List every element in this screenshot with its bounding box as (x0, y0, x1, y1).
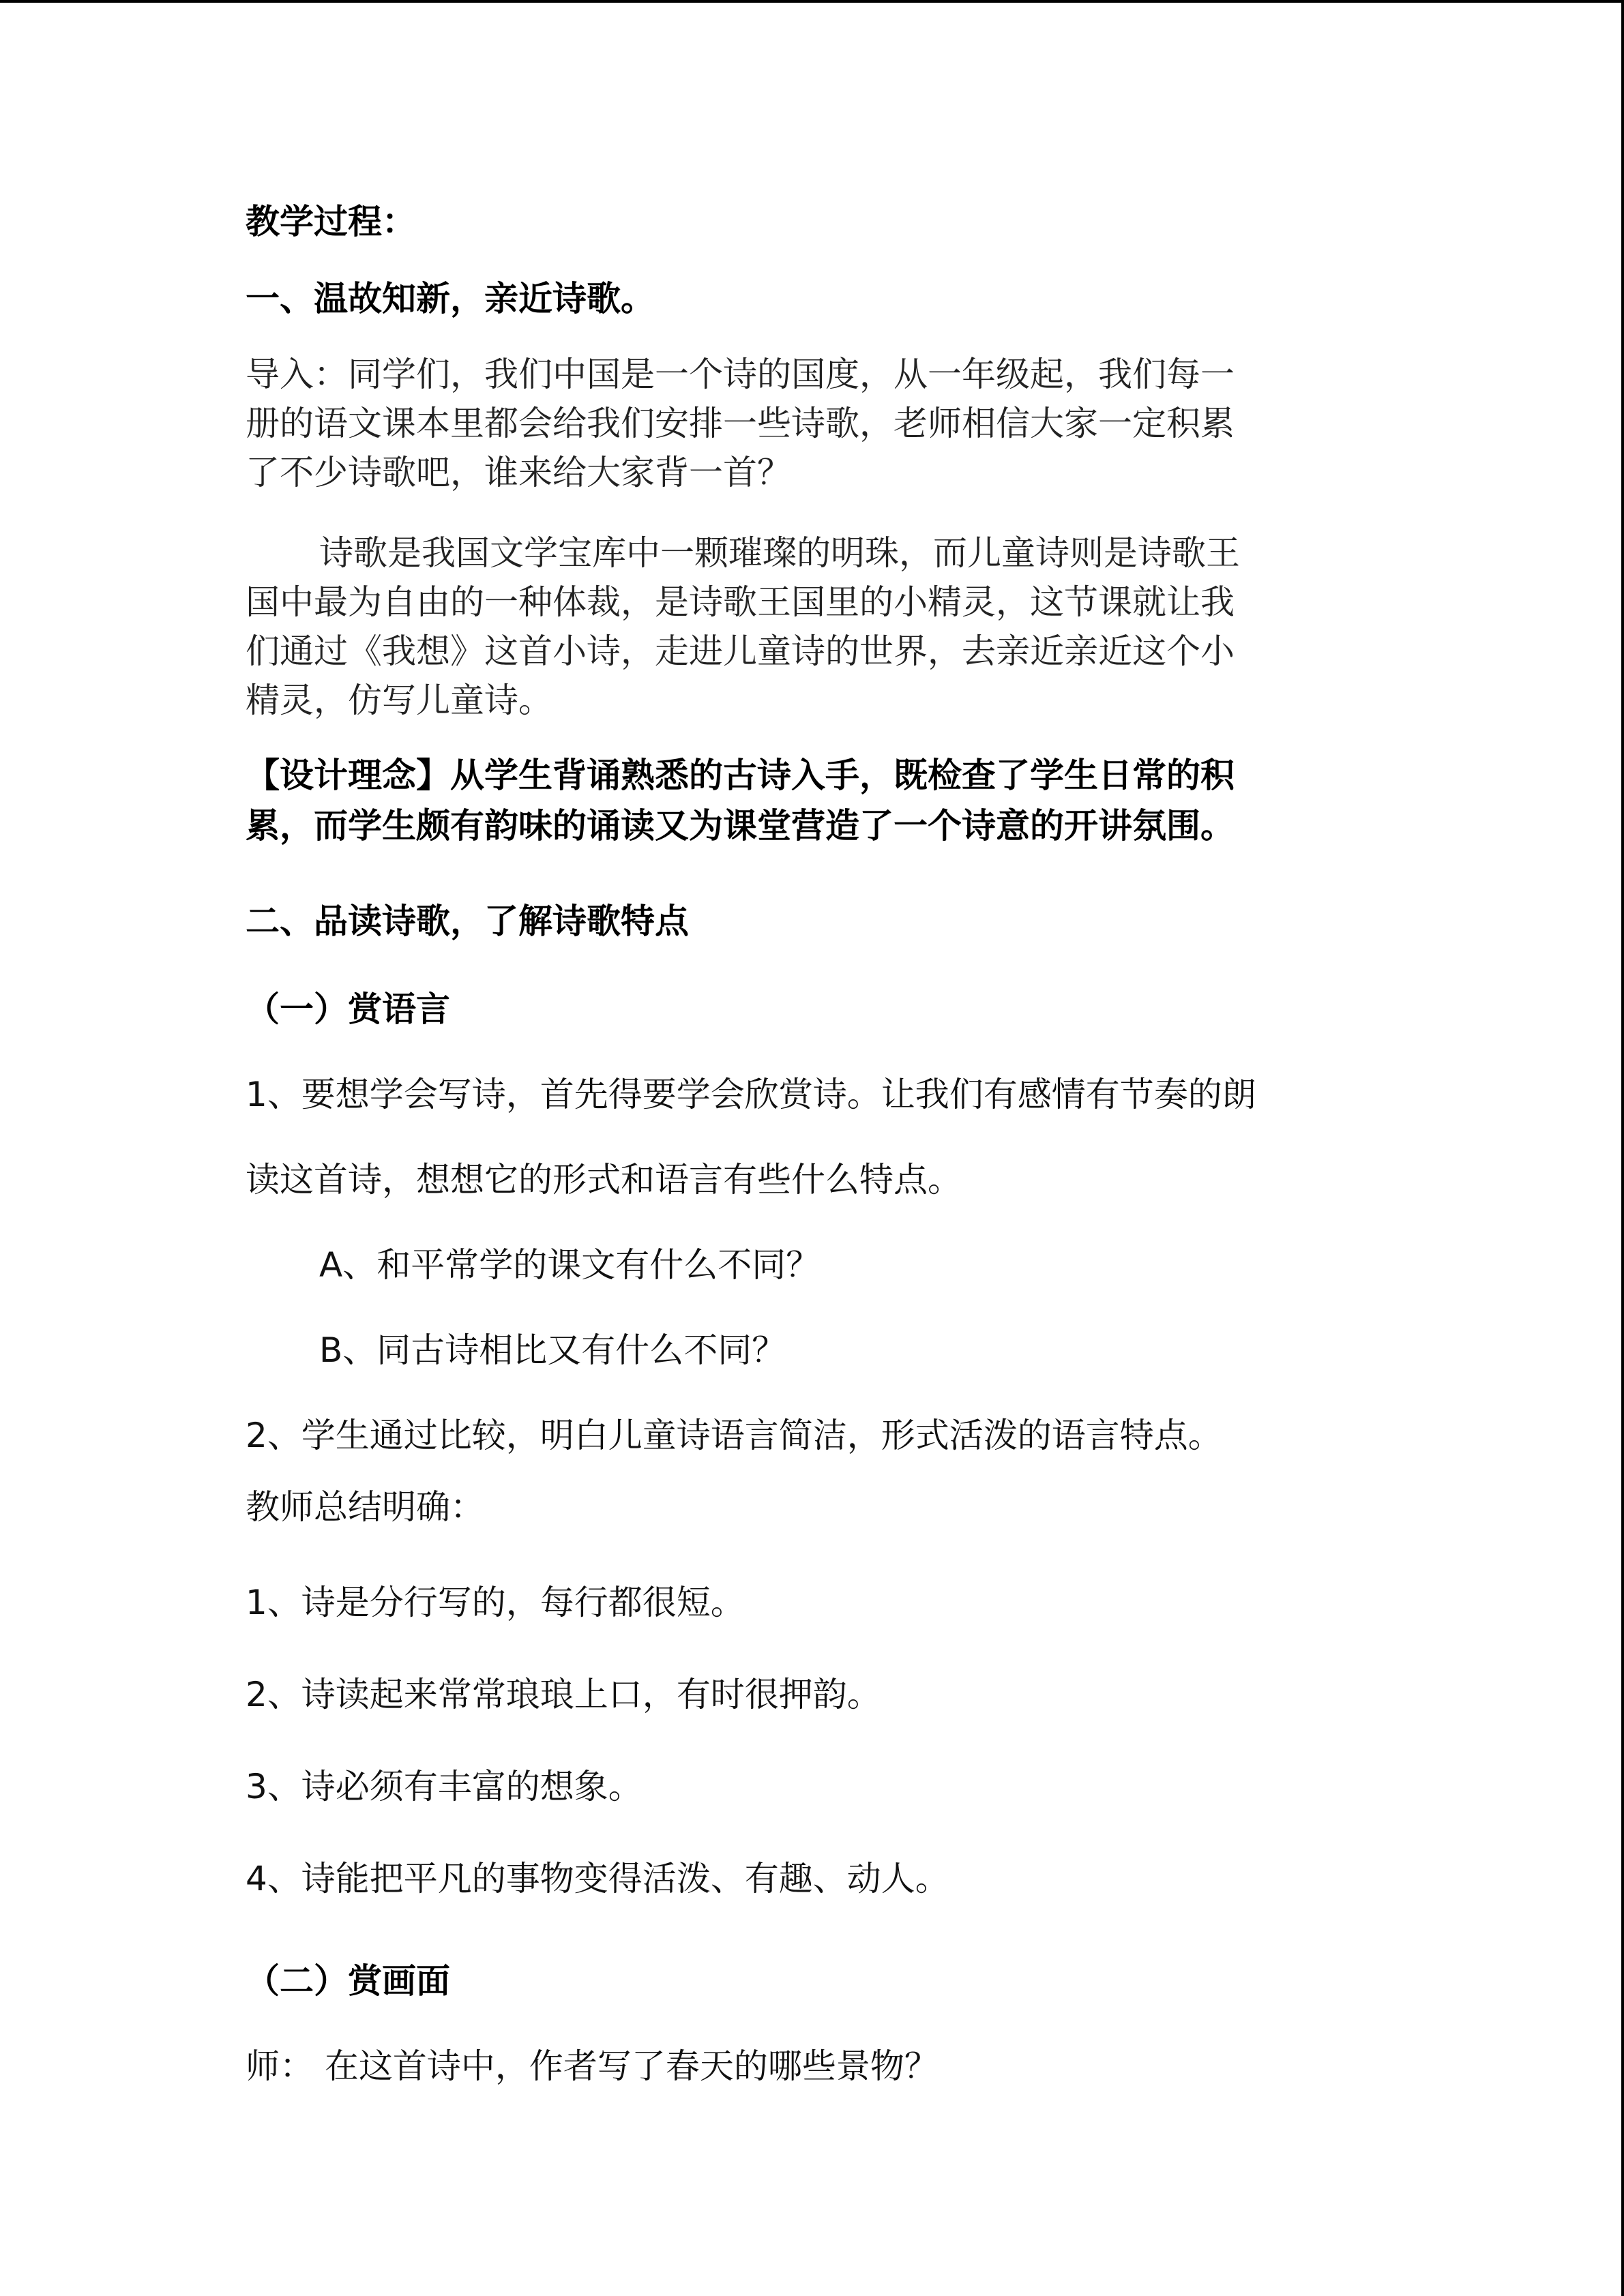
summary-point-1: 1、诗是分行写的，每行都很短。 (246, 1583, 745, 1622)
design-concept-line-2: 累，而学生颇有韵味的诵读又为课堂营造了一个诗意的开讲氛围。 (246, 805, 1235, 846)
summary-point-3: 3、诗必须有丰富的想象。 (246, 1767, 643, 1806)
item-1-line-1: 1、要想学会写诗，首先得要学会欣赏诗。让我们有感情有节奏的朗 (246, 1075, 1256, 1114)
section-2-title: 二、品读诗歌，了解诗歌特点 (246, 901, 689, 941)
section-1-title: 一、温故知新，亲近诗歌。 (246, 278, 655, 318)
subsection-2-title: （二）赏画面 (246, 1961, 450, 2001)
question-a: A、和平常学的课文有什么不同？ (319, 1245, 821, 1285)
paragraph-2-line-3: 们通过《我想》这首小诗，走进儿童诗的世界，去亲近亲近这个小 (246, 631, 1235, 671)
question-b: B、同古诗相比又有什么不同？ (319, 1330, 786, 1370)
intro-line-2: 册的语文课本里都会给我们安排一些诗歌，老师相信大家一定积累 (246, 404, 1235, 443)
summary-point-4: 4、诗能把平凡的事物变得活泼、有趣、动人。 (246, 1859, 949, 1898)
heading-teaching-process: 教学过程： (246, 201, 416, 241)
paragraph-2-line-2: 国中最为自由的一种体裁，是诗歌王国里的小精灵，这节课就让我 (246, 582, 1235, 622)
item-1-line-2: 读这首诗，想想它的形式和语言有些什么特点。 (246, 1160, 962, 1199)
item-2: 2、学生通过比较，明白儿童诗语言简洁，形式活泼的语言特点。 (246, 1416, 1222, 1455)
paragraph-2-line-4: 精灵，仿写儿童诗。 (246, 681, 552, 720)
design-concept-line-1: 【设计理念】从学生背诵熟悉的古诗入手，既检查了学生日常的积 (246, 755, 1235, 795)
intro-line-1: 导入：同学们，我们中国是一个诗的国度，从一年级起，我们每一 (246, 355, 1235, 394)
subsection-1-title: （一）赏语言 (246, 989, 450, 1029)
summary-title: 教师总结明确： (246, 1487, 484, 1527)
summary-point-2: 2、诗读起来常常琅琅上口，有时很押韵。 (246, 1675, 881, 1714)
teacher-question: 师： 在这首诗中，作者写了春天的哪些景物？ (246, 2046, 939, 2086)
intro-line-3: 了不少诗歌吧，谁来给大家背一首？ (246, 453, 791, 492)
paragraph-2-line-1: 诗歌是我国文学宝库中一颗璀璨的明珠，而儿童诗则是诗歌王 (319, 533, 1240, 573)
